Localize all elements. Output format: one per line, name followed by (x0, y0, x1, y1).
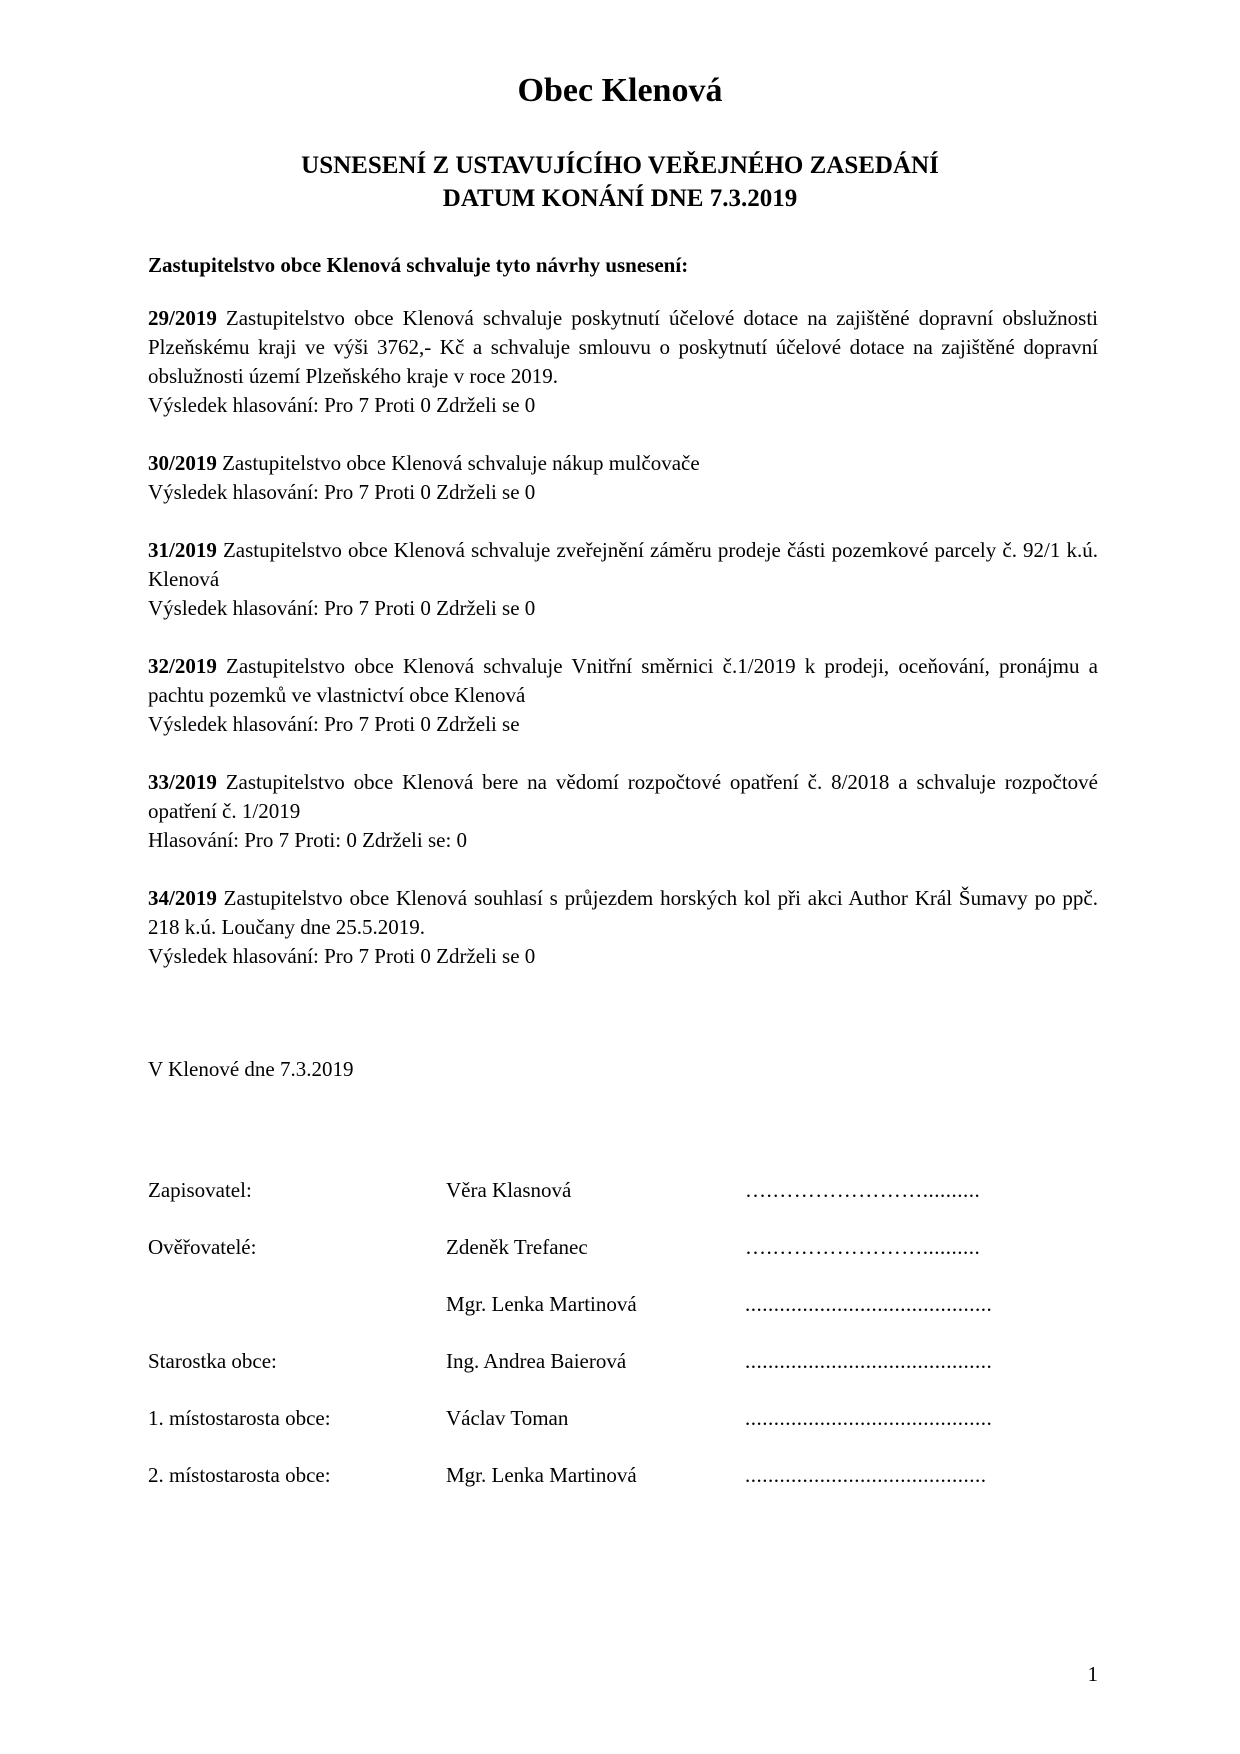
signature-name: Věra Klasnová (446, 1178, 572, 1202)
signature-row (148, 1178, 1048, 1208)
signature-row (148, 1235, 1048, 1265)
resolution-body: Zastupitelstvo obce Klenová souhlasí s průjezdem horských kol při akci Author Král Šumavy po ppč. 218 k.ú. Loučany dne 25.5.2019. (148, 886, 1098, 939)
vote-result: Výsledek hlasování: Pro 7 Proti 0 Zdrželi se 0 (148, 393, 536, 417)
signature-line: .......................................... (745, 1463, 987, 1487)
subtitle-line-2: DATUM KONÁNÍ DNE 7.3.2019 (442, 185, 798, 212)
signature-name: Ing. Andrea Baierová (446, 1349, 627, 1373)
resolution-number: 31/2019 (148, 538, 217, 562)
vote-result: Výsledek hlasování: Pro 7 Proti 0 Zdrželi se (148, 712, 520, 736)
resolution-number: 34/2019 (148, 886, 217, 910)
vote-result: Hlasování: Pro 7 Proti: 0 Zdrželi se: 0 (148, 828, 468, 852)
signature-role: Zapisovatel: (148, 1178, 252, 1202)
resolutions-list (148, 304, 1098, 1000)
signature-row (148, 1463, 1048, 1493)
resolution-item (148, 449, 1098, 507)
signature-name: Václav Toman (446, 1406, 569, 1430)
resolution-text (148, 652, 1098, 710)
signature-role: 1. místostarosta obce: (148, 1406, 331, 1430)
resolution-body: Zastupitelstvo obce Klenová schvaluje Vnitřní směrnici č.1/2019 k prodeji, oceňování, pronájmu a pachtu pozemků ve vlastnictví obce Klenová (148, 654, 1098, 707)
vote-result: Výsledek hlasování: Pro 7 Proti 0 Zdrželi se 0 (148, 480, 536, 504)
vote-result: Výsledek hlasování: Pro 7 Proti 0 Zdrželi se 0 (148, 596, 536, 620)
subtitle-line-1: USNESENÍ Z USTAVUJÍCÍHO VEŘEJNÉHO ZASEDÁNÍ (301, 152, 939, 179)
resolution-item (148, 884, 1098, 971)
intro-text: Zastupitelstvo obce Klenová schvaluje tyto návrhy usnesení: (148, 253, 689, 277)
resolution-body: Zastupitelstvo obce Klenová bere na vědomí rozpočtové opatření č. 8/2018 a schvaluje rozpočtové opatření č. 1/2019 (148, 770, 1098, 823)
signature-role: Ověřovatelé: (148, 1235, 257, 1259)
page-number: 1 (1087, 1662, 1098, 1686)
resolution-number: 32/2019 (148, 654, 217, 678)
resolution-item (148, 768, 1098, 855)
resolution-body: Zastupitelstvo obce Klenová schvaluje zveřejnění záměru prodeje části pozemkové parcely č. 92/1 k.ú. Klenová (148, 538, 1098, 591)
signature-line: ….………………….......... (745, 1235, 981, 1259)
resolution-text (148, 768, 1098, 826)
resolution-body: Zastupitelstvo obce Klenová schvaluje nákup mulčovače (216, 451, 700, 475)
signature-line: ........................................... (745, 1292, 993, 1316)
signature-name: Mgr. Lenka Martinová (446, 1292, 637, 1316)
signature-name: Zdeněk Trefanec (446, 1235, 588, 1259)
resolution-text (148, 884, 1098, 942)
resolution-item (148, 304, 1098, 420)
resolution-number: 33/2019 (148, 770, 217, 794)
signature-role: Starostka obce: (148, 1349, 277, 1373)
resolution-number: 30/2019 (148, 451, 217, 475)
resolution-text (148, 536, 1098, 594)
signature-line: ….………………….......... (745, 1178, 981, 1202)
signature-name: Mgr. Lenka Martinová (446, 1463, 637, 1487)
signature-row (148, 1349, 1048, 1379)
signature-role: 2. místostarosta obce: (148, 1463, 331, 1487)
resolution-body: Zastupitelstvo obce Klenová schvaluje poskytnutí účelové dotace na zajištěné dopravní obslužnosti Plzeňskému kraji ve výši 3762,- Kč a schvaluje smlouvu o poskytnutí účelové dotace na zajištěné dopravní obslužnosti území Plzeňského kraje v roce 2019. (148, 306, 1098, 388)
signature-row (148, 1406, 1048, 1436)
resolution-number: 29/2019 (148, 306, 217, 330)
place-and-date: V Klenové dne 7.3.2019 (148, 1057, 354, 1081)
vote-result: Výsledek hlasování: Pro 7 Proti 0 Zdrželi se 0 (148, 944, 536, 968)
resolution-text (148, 304, 1098, 391)
signature-line: ........................................... (745, 1349, 993, 1373)
resolution-item (148, 536, 1098, 623)
resolution-text (148, 449, 1098, 478)
resolution-item (148, 652, 1098, 739)
signature-line: ........................................... (745, 1406, 993, 1430)
document-title: Obec Klenová (517, 72, 723, 109)
signature-row (148, 1292, 1048, 1322)
